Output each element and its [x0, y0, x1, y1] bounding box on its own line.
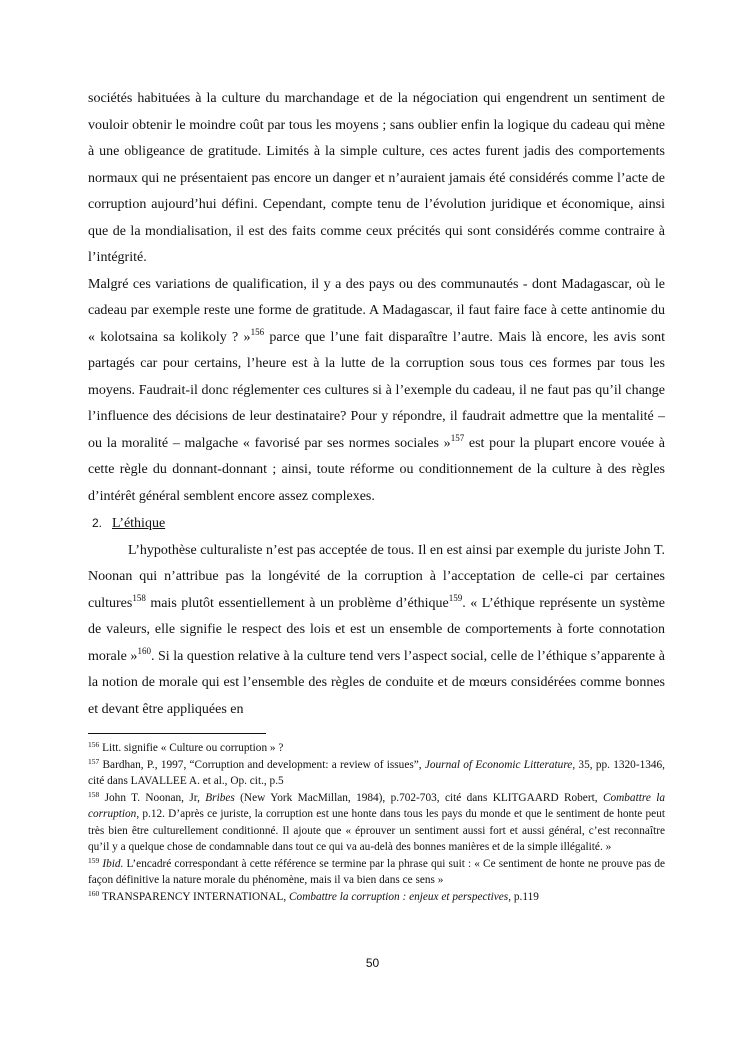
footnote-ref-156[interactable]: 156 [250, 326, 265, 337]
body-text [88, 86, 665, 723]
section-heading [88, 510, 665, 538]
footnote-ref-158[interactable]: 158 [132, 592, 146, 603]
paragraph-3: L’hypothèse culturaliste n’est pas acceptée de tous. Il en est ainsi par exemple du juriste John T. Noonan qui n’attribue pas la longévité de la corruption à l’acceptation de celle-ci par certaines cultures$^{158}$ mais plutôt essentiellement à un problème d’éthique$^{159}$. « L’éthique représente un système de valeurs, elle signifie le respect des lois et est un ensemble de comportements à forte connotation morale »$^{160}$. Si la question relative à la culture tend vers l’aspect social, celle de l’éthique s’apparente à la notion de morale qui est l’ensemble des règles de conduite et de mœurs considérées comme bonnes et devant être appliquées en [88, 542, 665, 717]
footnote-160: $^{160}$ TRANSPARENCY INTERNATIONAL, Combattre la corruption : enjeux et perspectives, p.119 [88, 888, 539, 903]
footnote-separator [88, 733, 266, 734]
footnotes [88, 740, 665, 905]
section-number: 2. [92, 516, 103, 530]
footnote-ref-159[interactable]: 159 [448, 592, 463, 603]
footnote-157: $^{157}$ Bardhan, P., 1997, “Corruption and development: a review of issues”, Journal of Economic Litterature, 35, pp. 1320-1346, cité dans LAVALLEE A. et al., Op. cit., p.5 [88, 756, 665, 787]
page-content [88, 86, 665, 905]
paragraph-2: Malgré ces variations de qualification, il y a des pays ou des communautés - dont Madagascar, où le cadeau par exemple reste une forme de gratitude. A Madagascar, il faut faire face à cette antinomie du « kolotsaina sa kolikoly ? »$^{156}$ parce que l’une fait disparaître l’autre. Mais là encore, les avis sont partagés car pour certains, l’heure est à la lutte de la corruption sous tous ces formes par tous les moyens. Faudrait-il donc réglementer ces cultures si à l’exemple du cadeau, il ne faut pas qu’il change l’influence des décisions de leur destinataire? Pour y répondre, il faudrait admettre que la mentalité – ou la moralité – malgache « favorisé par ses normes sociales »$^{157}$ est pour la plupart encore vouée à cette règle du donnant-donnant ; ainsi, toute réforme ou conditionnement de la culture à des règles d’intérêt général semblent encore assez complexes. [88, 276, 665, 504]
footnote-ref-160[interactable]: 160 [137, 645, 151, 656]
section-title: L’éthique [112, 516, 166, 531]
footnote-ref-157[interactable]: 157 [450, 432, 465, 443]
footnote-156: $^{156}$ Litt. signifie « Culture ou corruption » ? [88, 740, 284, 754]
page-number: 50 [365, 956, 380, 970]
footnote-158: $^{158}$ John T. Noonan, Jr, Bribes (New York MacMillan, 1984), p.702-703, cité dans KLITGAARD Robert, Combattre la corruption, p.12. D’après ce juriste, la corruption est une honte dans tous les pays du monde et que le sentiment de honte peut très bien être culturellement conditionné. Il ajoute que « éprouver un sentiment aussi fort et aussi général, c’est reconnaître qu’il y a quelque chose de condamnable dans tout ce qui va au-delà des bonnes manières et de la simple illégalité. » [88, 789, 666, 853]
footnote-159: $^{159}$ Ibid. L’encadré correspondant à cette référence se termine par la phrase qui suit : « Ce sentiment de honte ne prouve pas de façon définitive la nature morale du phénomène, mais il va bien dans ce sens » [88, 855, 665, 886]
paragraph-1: sociétés habituées à la culture du marchandage et de la négociation qui engendrent un sentiment de vouloir obtenir le moindre coût par tous les moyens ; sans oublier enfin la logique du cadeau qui mène à une obligeance de gratitude. Limités à la simple culture, ces actes furent jadis des comportements normaux qui ne présentaient pas encore un danger et n’auraient jamais été considérés comme l’acte de corruption aujourd’hui défini. Cependant, compte tenu de l’évolution juridique et économique, ainsi que de la mondialisation, il est des faits comme ceux précités qui sont considérés comme contraire à l’intégrité. [88, 91, 665, 265]
